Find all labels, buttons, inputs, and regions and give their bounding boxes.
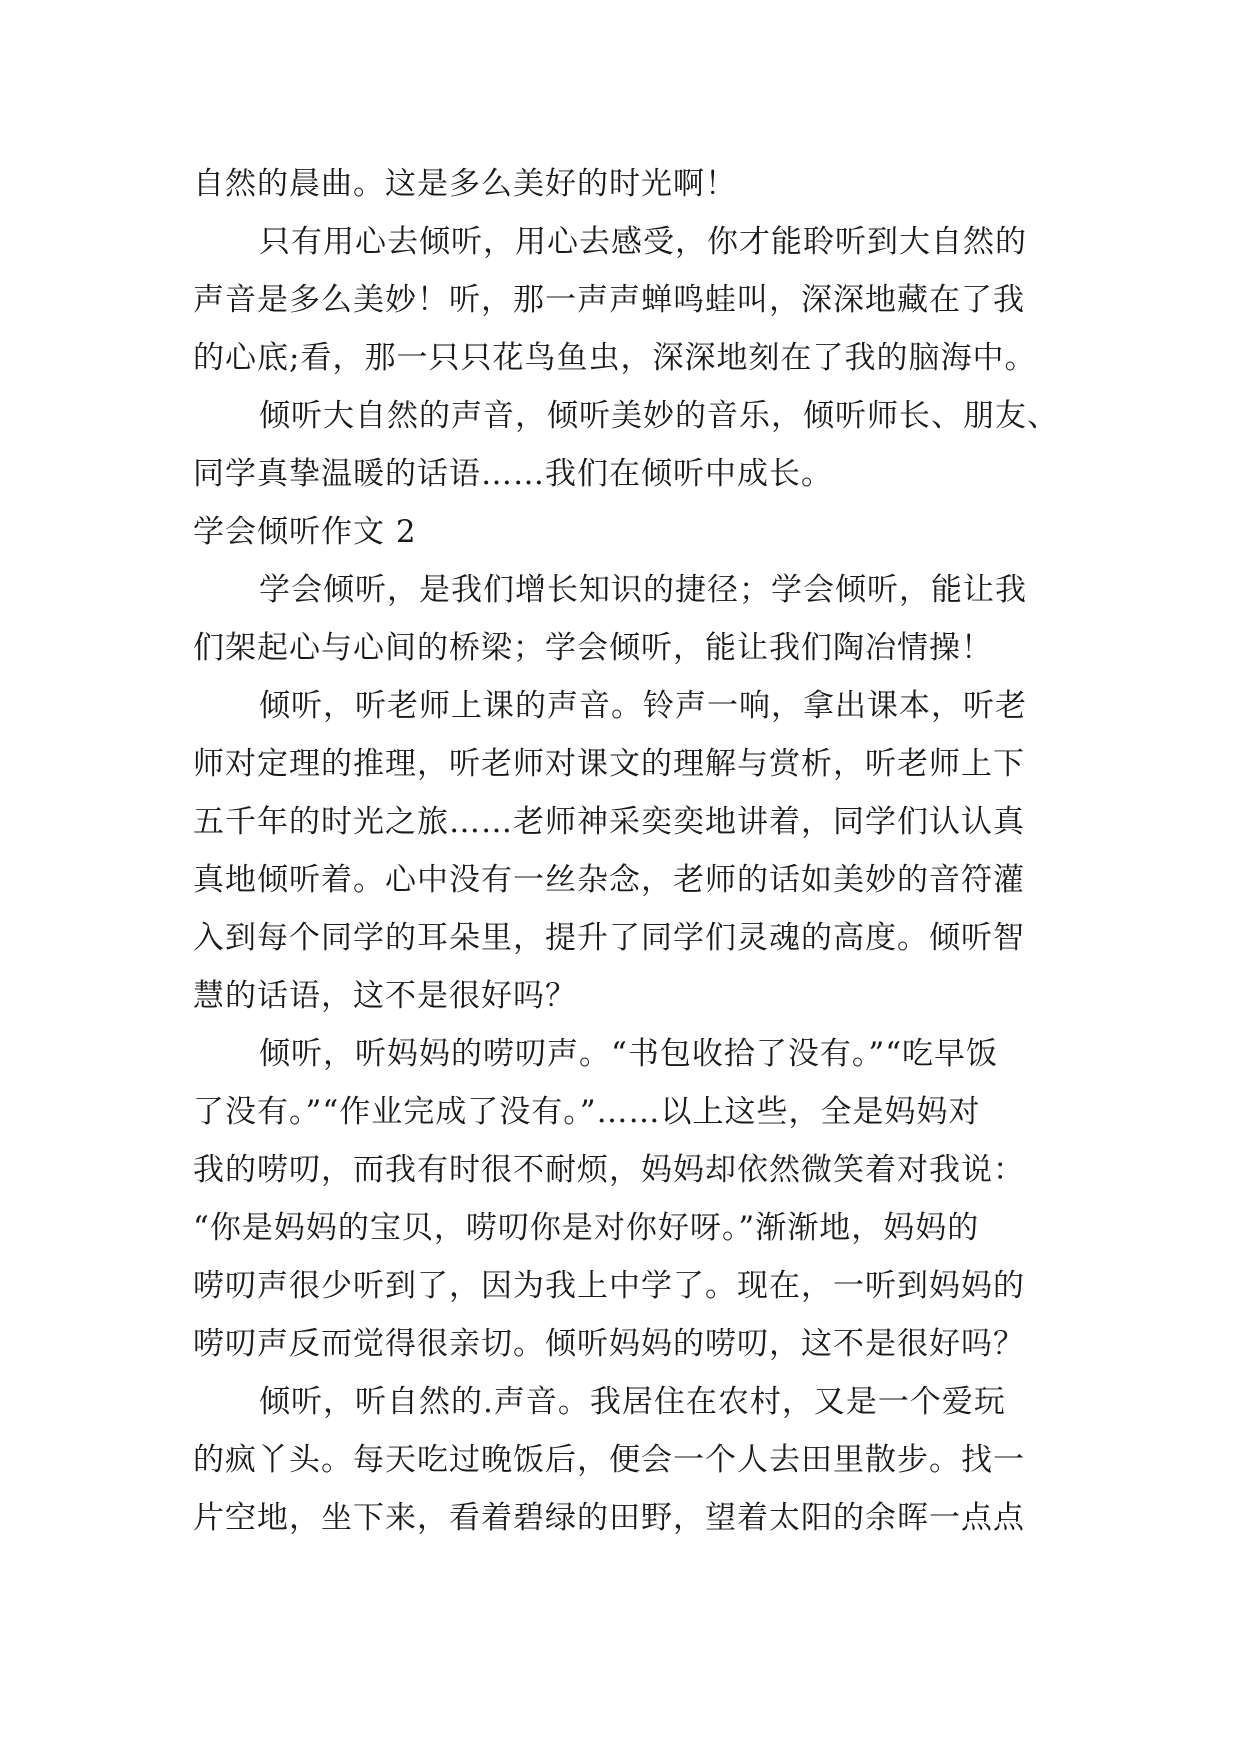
text-line: 入到每个同学的耳朵里，提升了同学们灵魂的高度。倾听智 bbox=[193, 920, 1025, 956]
text-line: 我的唠叨，而我有时很不耐烦，妈妈却依然微笑着对我说： bbox=[193, 1152, 1025, 1188]
text-line: “你是妈妈的宝贝，唠叨你是对你好呀。”渐渐地，妈妈的 bbox=[193, 1210, 980, 1246]
text-line: 片空地，坐下来，看着碧绿的田野，望着太阳的余晖一点点 bbox=[193, 1500, 1025, 1536]
text-line: 声音是多么美妙！听，那一声声蝉鸣蛙叫，深深地藏在了我 bbox=[193, 282, 1025, 318]
paragraph-start: 倾听，听妈妈的唠叨声。“书包收拾了没有。”“吃早饭 bbox=[259, 1036, 999, 1072]
text-line: 唠叨声反而觉得很亲切。倾听妈妈的唠叨，这不是很好吗？ bbox=[193, 1326, 1025, 1362]
article-body bbox=[193, 155, 1059, 1547]
text-line: 的疯丫头。每天吃过晚饭后，便会一个人去田里散步。找一 bbox=[193, 1442, 1025, 1478]
paragraph-start: 倾听大自然的声音，倾听美妙的音乐，倾听师长、朋友、 bbox=[259, 398, 1059, 434]
text-line: 真地倾听着。心中没有一丝杂念，老师的话如美妙的音符灌 bbox=[193, 862, 1025, 898]
text-line: 了没有。”“作业完成了没有。”……以上这些，全是妈妈对 bbox=[193, 1094, 981, 1130]
text-line: 们架起心与心间的桥梁；学会倾听，能让我们陶冶情操！ bbox=[193, 630, 993, 666]
section-heading: 学会倾听作文 2 bbox=[193, 514, 417, 550]
text-line: 五千年的时光之旅……老师神采奕奕地讲着，同学们认认真 bbox=[193, 804, 1025, 840]
paragraph-start: 学会倾听，是我们增长知识的捷径；学会倾听，能让我 bbox=[259, 572, 1027, 608]
text-line: 同学真挚温暖的话语……我们在倾听中成长。 bbox=[193, 456, 833, 492]
text-line: 自然的晨曲。这是多么美好的时光啊！ bbox=[193, 166, 737, 202]
text-line: 的心底;看，那一只只花鸟鱼虫，深深地刻在了我的脑海中。 bbox=[193, 340, 1037, 376]
paragraph-start: 倾听，听自然的.声音。我居住在农村，又是一个爱玩 bbox=[259, 1384, 1006, 1420]
paragraph-start: 只有用心去倾听，用心去感受，你才能聆听到大自然的 bbox=[259, 224, 1027, 260]
text-line: 唠叨声很少听到了，因为我上中学了。现在，一听到妈妈的 bbox=[193, 1268, 1025, 1304]
paragraph-start: 倾听，听老师上课的声音。铃声一响，拿出课本，听老 bbox=[259, 688, 1027, 724]
text-line: 慧的话语，这不是很好吗？ bbox=[193, 978, 577, 1014]
text-line: 师对定理的推理，听老师对课文的理解与赏析，听老师上下 bbox=[193, 746, 1025, 782]
